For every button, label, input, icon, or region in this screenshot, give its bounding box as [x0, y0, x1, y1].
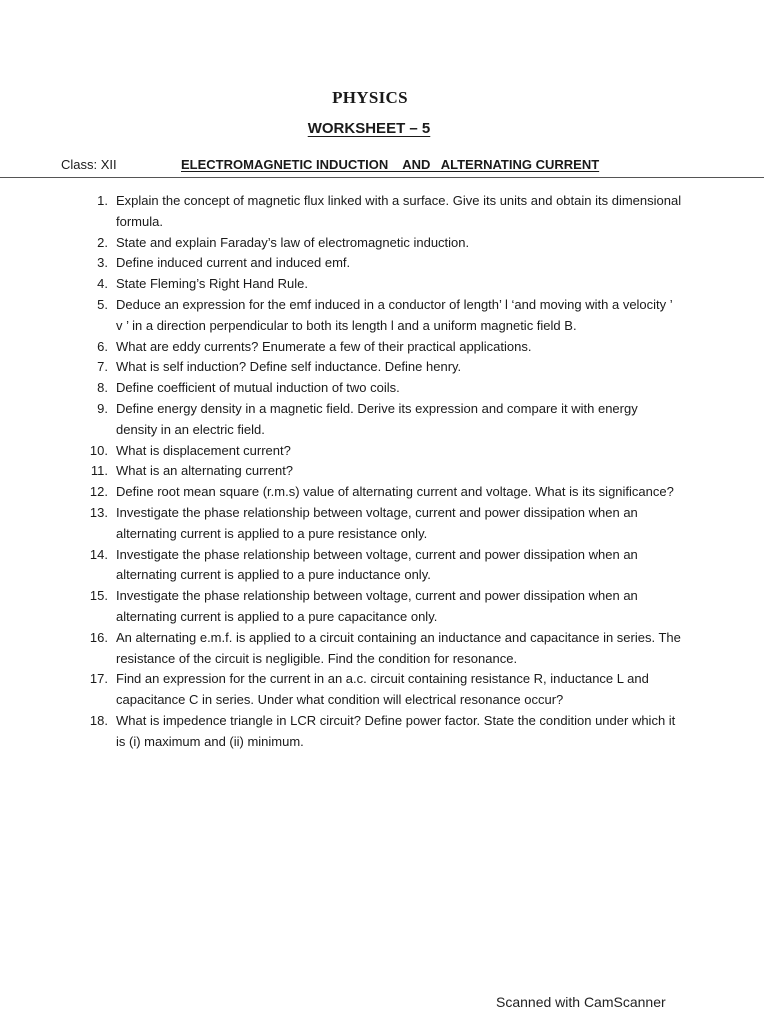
question-item — [82, 669, 682, 711]
question-text: Define root mean square (r.m.s) value of alternating current and voltage. What is its significance? — [116, 484, 674, 500]
question-text: What is impedence triangle in LCR circuit? Define power factor. State the condition under which it is (i) maximum and (ii) minimum. — [116, 712, 676, 749]
class-label: Class: XII — [61, 157, 117, 172]
question-number: 17. — [89, 671, 108, 687]
question-list — [82, 191, 682, 753]
question-number: 18. — [89, 712, 108, 728]
question-item — [82, 233, 682, 254]
question-text: Define coefficient of mutual induction of two coils. — [116, 380, 400, 396]
question-number: 10. — [89, 442, 108, 458]
question-item — [82, 711, 682, 753]
question-item — [82, 545, 682, 587]
question-text: What is self induction? Define self inductance. Define henry. — [116, 359, 462, 375]
header-divider — [0, 177, 764, 178]
subject-title: PHYSICS — [332, 88, 408, 107]
question-number: 1. — [97, 193, 108, 208]
question-item — [82, 628, 682, 670]
question-number: 11. — [90, 463, 108, 479]
question-text: Find an expression for the current in an a.c. circuit containing resistance R, inductance L and capacitance C in series. Under what condition will electrical resonance occur? — [116, 671, 649, 708]
question-item — [82, 482, 682, 503]
question-text: Deduce an expression for the emf induced in a conductor of length’ l ‘and moving with a velocity ’ v ’ in a direction perpendicular to both its length l and a uniform magnetic field B. — [116, 296, 673, 333]
question-item — [82, 337, 682, 358]
question-item — [82, 503, 682, 545]
question-text: Investigate the phase relationship between voltage, current and power dissipation when an alternating current is applied to a pure capacitance only. — [116, 588, 638, 624]
question-item — [82, 191, 682, 233]
question-text: State and explain Faraday’s law of electromagnetic induction. — [116, 234, 470, 250]
question-item — [82, 461, 682, 482]
question-number: 3. — [97, 255, 108, 271]
question-text: Investigate the phase relationship between voltage, current and power dissipation when an alternating current is applied to a pure inductance only. — [116, 546, 638, 583]
question-text: Define energy density in a magnetic field. Derive its expression and compare it with energy density in an electric field. — [116, 400, 638, 437]
question-number: 14. — [89, 546, 108, 562]
question-number: 16. — [89, 629, 108, 645]
question-text: What is displacement current? — [116, 442, 291, 458]
question-text: What are eddy currents? Enumerate a few of their practical applications. — [116, 338, 532, 354]
topic-heading: ELECTROMAGNETIC INDUCTION AND ALTERNATING CURRENT — [181, 157, 600, 172]
question-item — [82, 357, 682, 378]
question-number: 5. — [97, 296, 108, 312]
question-item — [82, 441, 682, 462]
question-number: 9. — [97, 400, 108, 416]
question-number: 7. — [97, 359, 108, 375]
question-text: Define induced current and induced emf. — [116, 255, 351, 271]
question-item — [82, 274, 682, 295]
question-number: 6. — [97, 338, 108, 354]
scanner-watermark: Scanned with CamScanner — [496, 994, 666, 1010]
question-number: 4. — [97, 276, 108, 292]
question-text: An alternating e.m.f. is applied to a circuit containing an inductance and capacitance in series. The resistance of the circuit is negligible. Find the condition for resonance. — [116, 629, 681, 666]
worksheet-title: WORKSHEET – 5 — [307, 120, 431, 137]
question-text: What is an alternating current? — [116, 463, 294, 479]
question-text: Investigate the phase relationship between voltage, current and power dissipation when an alternating current is applied to a pure resistance only. — [116, 504, 638, 541]
question-text: State Fleming’s Right Hand Rule. — [116, 276, 308, 292]
question-number: 15. — [89, 588, 108, 604]
question-number: 2. — [97, 234, 108, 250]
question-item — [82, 253, 682, 274]
question-item — [82, 378, 682, 399]
question-number: 12. — [89, 484, 108, 500]
question-item — [82, 399, 682, 441]
question-text: Explain the concept of magnetic flux linked with a surface. Give its units and obtain its dimensional formula. — [116, 193, 682, 229]
question-number: 13. — [89, 504, 108, 520]
question-number: 8. — [97, 380, 108, 396]
question-item — [82, 295, 682, 337]
question-item — [82, 586, 682, 628]
